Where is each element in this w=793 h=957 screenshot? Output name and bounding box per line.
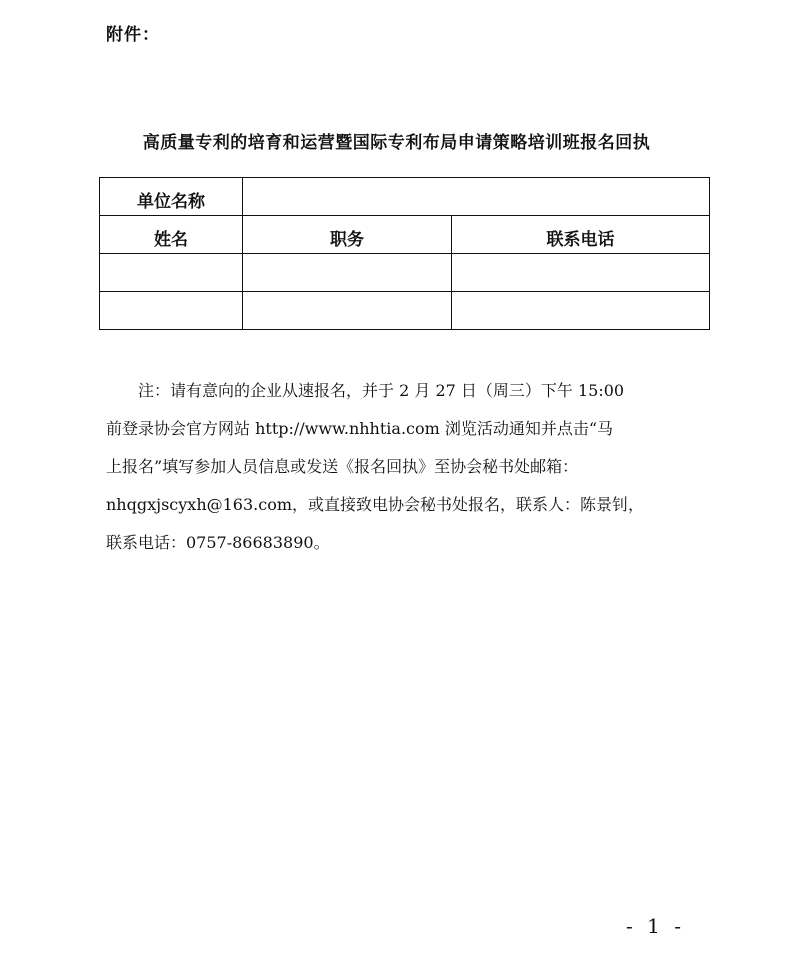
unit-label-cell <box>100 178 243 216</box>
name-cell[interactable] <box>100 292 243 330</box>
header-phone-cell <box>452 216 710 254</box>
header-name-cell <box>100 216 243 254</box>
note-line: nhqgxjscyxh@163.com，或直接致电协会秘书处报名，联系人：陈景钊， <box>106 495 645 514</box>
phone-cell[interactable] <box>452 254 710 292</box>
table-row <box>100 292 710 330</box>
header-row <box>100 216 710 254</box>
header-position-cell <box>243 216 452 254</box>
header-phone: 联系电话 <box>546 230 615 250</box>
attachment-label: 附件： <box>106 25 160 45</box>
table-row <box>100 254 710 292</box>
note-line: 前登录协会官方网站 http://www.nhhtia.com 浏览活动通知并点击“马 <box>106 419 614 438</box>
unit-row <box>100 178 710 216</box>
document-title: 高质量专利的培育和运营暨国际专利布局申请策略培训班报名回执 <box>142 133 651 153</box>
registration-form-table <box>99 177 710 330</box>
note-paragraph <box>106 372 696 562</box>
unit-value-cell[interactable] <box>243 178 710 216</box>
name-cell[interactable] <box>100 254 243 292</box>
header-name: 姓名 <box>154 230 188 250</box>
note-line: 注：请有意向的企业从速报名，并于 2 月 27 日（周三）下午 15:00 <box>138 381 625 400</box>
note-line: 上报名”填写参加人员信息或发送《报名回执》至协会秘书处邮箱： <box>106 457 579 476</box>
header-position: 职务 <box>330 230 364 250</box>
phone-cell[interactable] <box>452 292 710 330</box>
unit-label: 单位名称 <box>137 192 205 212</box>
note-line: 联系电话：0757-86683890。 <box>106 533 330 552</box>
page-number: - 1 - <box>626 914 685 938</box>
position-cell[interactable] <box>243 292 452 330</box>
position-cell[interactable] <box>243 254 452 292</box>
